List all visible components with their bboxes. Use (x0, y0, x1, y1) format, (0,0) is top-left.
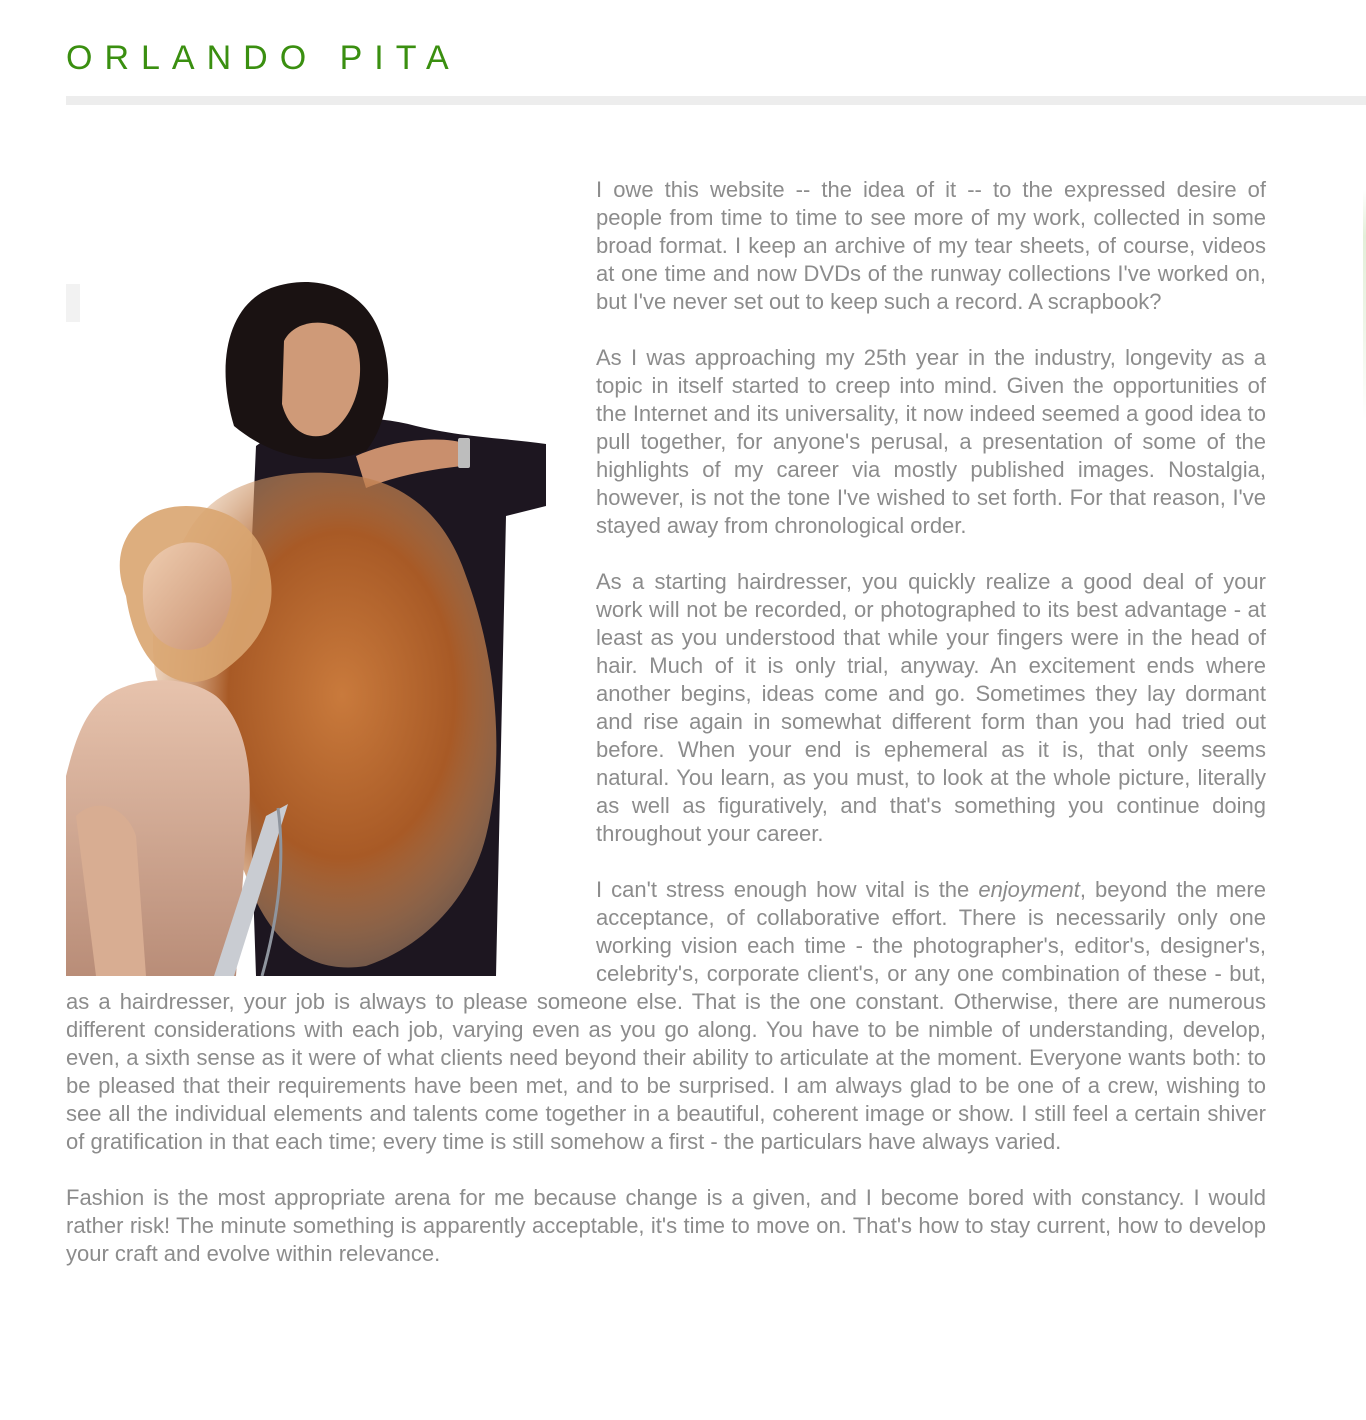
paragraph-fashion: Fashion is the most appropriate arena for me because change is a given, and I become bored with constancy. I would rather risk! The minute something is apparently acceptable, it's time to move on. That's how to stay current, how to develop your craft and evolve within relevance. (66, 1185, 1266, 1266)
article (66, 176, 1266, 1268)
paragraph-text: , beyond the mere acceptance, of collaborative effort. There is necessarily only one working vision each time - the photographer's, editor's, designer's, celebrity's, corporate client's, or any one combination of these - but, as a hairdresser, your job is always to please someone else. That is the one constant. Otherwise, there are numerous different considerations with each job, varying even as you go along. You have to be nimble of understanding, develop, even, a sixth sense as it were of what clients need beyond their ability to articulate at the moment. Everyone wants both: to be pleased that their requirements have been met, and to be surprised. I am always glad to be one of a crew, wishing to see all the individual elements and talents come together in a beautiful, coherent image or show. I still feel a certain shiver of gratification in that each time; every time is still somehow a first - the particulars have always varied. (66, 877, 1266, 1154)
paragraph-text: I can't stress enough how vital is the (596, 877, 979, 902)
hairdresser-portrait-photo (66, 176, 546, 976)
emphasized-word: enjoyment (978, 877, 1080, 902)
site-title: ORLANDO PITA (66, 39, 461, 77)
paragraph-starting-hairdresser: As a starting hairdresser, you quickly realize a good deal of your work will not be recorded, or photographed to its best advantage - at least as you understood that while your fingers were in the head of hair. Much of it is only trial, anyway. An excitement ends where another begins, ideas come and go. Sometimes they lay dormant and rise again in somewhat different form than you had tried out before. When your end is ephemeral as it is, that only seems natural. You learn, as you must, to look at the whole picture, literally as well as figuratively, and that's something you continue doing throughout your career. (596, 569, 1266, 846)
watch-icon (458, 438, 470, 468)
header-divider (66, 96, 1366, 105)
paragraph-intro: I owe this website -- the idea of it -- to the expressed desire of people from time to time to see more of my work, collected in some broad format. I keep an archive of my tear sheets, of course, videos at one time and now DVDs of the runway collections I've worked on, but I've never set out to keep such a record. A scrapbook? (596, 177, 1266, 314)
paragraph-longevity: As I was approaching my 25th year in the industry, longevity as a topic in itself started to creep into mind. Given the opportunities of the Internet and its universality, it now indeed seemed a good idea to pull together, for anyone's perusal, a presentation of some of the highlights of my career via mostly published images. Nostalgia, however, is not the tone I've wished to set forth. For that reason, I've stayed away from chronological order. (596, 345, 1266, 538)
